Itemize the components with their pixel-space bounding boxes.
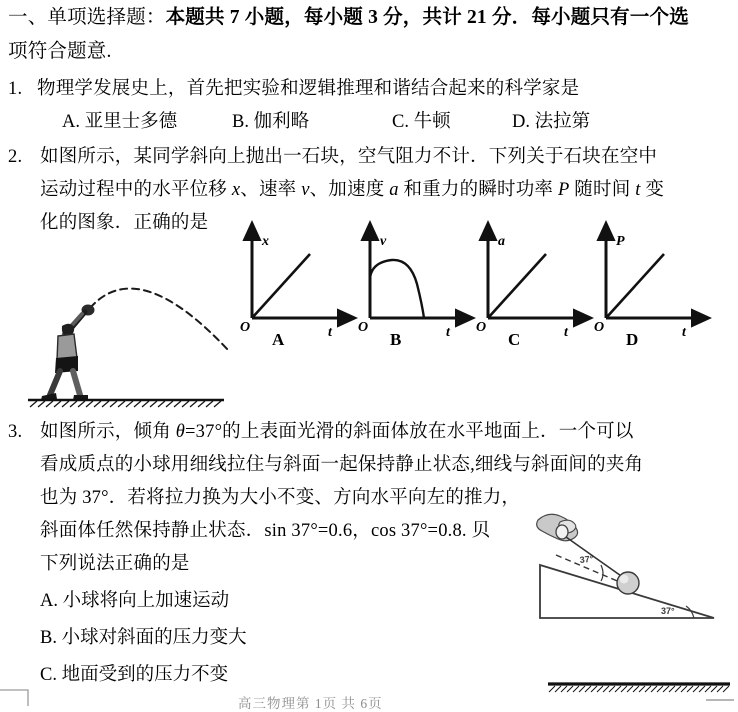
q3-symbol-theta: θ — [175, 422, 186, 442]
page-edge-bracket — [0, 690, 28, 706]
q2-symbol-t: t — [635, 180, 641, 200]
question-3-option-B-text: 小球对斜面的压力变大 — [61, 628, 247, 648]
incline-angle-label: 37° — [661, 606, 675, 616]
question-3-stem-line-5: 下列说法正确的是 — [40, 554, 190, 574]
question-3-option-B[interactable] — [40, 629, 247, 648]
question-3-option-A[interactable] — [40, 592, 229, 611]
question-3-option-A-text: 小球将向上加速运动 — [62, 591, 230, 611]
graph-C-curve — [488, 254, 546, 318]
question-1-option-A-text: 亚里士多德 — [84, 112, 178, 132]
graph-A-curve — [252, 254, 310, 318]
ball-icon — [617, 572, 639, 594]
question-3-option-C[interactable] — [40, 666, 228, 685]
graph-C-y-label: a — [498, 234, 505, 249]
graph-C — [476, 226, 588, 348]
graph-A-x-label: t — [328, 325, 332, 340]
graph-B-letter: B — [390, 330, 402, 349]
q3-l1-part-b: =37°的上表面光滑的斜面体放在水平地面上．一个可以 — [185, 422, 634, 442]
q2-symbol-P: P — [557, 180, 570, 200]
question-1-option-C[interactable] — [392, 113, 451, 132]
q2-l2-part-d: 和重力的瞬时功率 — [398, 180, 558, 200]
q2-symbol-a: a — [389, 180, 399, 200]
incline-svg — [518, 503, 734, 628]
ball-highlight — [620, 575, 629, 584]
question-1-number: 1. — [8, 79, 23, 99]
page-edge-mark — [0, 688, 40, 708]
question-1-option-B[interactable] — [232, 113, 309, 132]
graph-C-origin-label: O — [476, 320, 487, 335]
graph-B-x-label: t — [446, 325, 450, 340]
q3-l1-part-a: 如图所示，倾角 — [40, 422, 176, 442]
q2-l2-part-f: 变 — [640, 180, 665, 200]
figure-incline — [518, 503, 734, 628]
graph-B-origin-label: O — [358, 320, 369, 335]
q2-symbol-x: x — [231, 180, 241, 200]
question-3-stem-line-3: 也为 37°．若将拉力换为大小不变、方向水平向左的推力， — [40, 488, 521, 508]
q2-l2-part-e: 随时间 — [569, 180, 636, 200]
thrower-torso — [57, 334, 77, 360]
question-3-stem-line-1 — [40, 423, 634, 442]
figure-next-ground — [548, 680, 734, 702]
question-1-stem: 物理学发展史上，首先把实验和逻辑推理和谐结合起来的科学家是 — [37, 79, 580, 99]
graph-D-letter: D — [626, 330, 639, 349]
question-1-option-A[interactable] — [62, 113, 177, 132]
question-1-option-D[interactable] — [512, 113, 590, 132]
q2-l2-part-b: 、速率 — [240, 180, 302, 200]
projectile-svg — [28, 240, 228, 380]
question-1-option-C-text: 牛顿 — [413, 112, 451, 132]
graph-A — [240, 226, 352, 348]
question-2-stem-line-2 — [40, 181, 664, 200]
graph-D-x-label: t — [682, 325, 686, 340]
question-2-number: 2. — [8, 147, 23, 167]
graph-B-curve — [370, 260, 424, 318]
question-1-option-A-key: A. — [62, 112, 80, 132]
graph-D-y-label: P — [616, 234, 625, 249]
graph-A-svg — [240, 226, 352, 348]
question-3-option-C-key: C. — [40, 665, 57, 685]
question-1-option-B-key: B. — [232, 112, 249, 132]
graph-D-origin-label: O — [594, 320, 605, 335]
section-label: 一、单项选择题： — [8, 7, 166, 28]
next-ground-svg — [548, 680, 734, 702]
ground-hatching — [30, 401, 221, 407]
graph-B-y-label: v — [380, 234, 387, 249]
question-2-stem-line-1: 如图所示，某同学斜向上抛出一石块，空气阻力不计．下列关于石块在空中 — [40, 147, 658, 167]
section-heading-line-1 — [8, 8, 689, 28]
string-angle-label: 37° — [579, 553, 594, 565]
question-3-option-C-text: 地面受到的压力不变 — [61, 665, 229, 685]
question-1-option-D-key: D. — [512, 112, 530, 132]
question-3-stem-line-4: 斜面体任然保持静止状态．sin 37°=0.6，cos 37°=0.8. 贝 — [40, 521, 491, 541]
question-3-number: 3. — [8, 422, 23, 442]
graph-D-svg — [594, 226, 706, 348]
graph-C-letter: C — [508, 330, 521, 349]
section-instruction-line-1: 本题共 7 小题，每小题 3 分，共计 21 分．每小题只有一个选 — [165, 7, 689, 28]
thrower-leg-back — [50, 371, 60, 395]
question-3-option-A-key: A. — [40, 591, 58, 611]
question-1-option-C-key: C. — [392, 112, 409, 132]
q2-symbol-v: v — [301, 180, 310, 200]
question-2-stem-line-3: 化的图象．正确的是 — [40, 213, 209, 233]
graph-B-svg — [358, 226, 470, 348]
graph-A-y-label: x — [262, 234, 269, 249]
question-1-option-B-text: 伽利略 — [253, 112, 310, 132]
question-3-stem-line-2: 看成质点的小球用细线拉住与斜面一起保持静止状态,细线与斜面间的夹角 — [40, 455, 644, 475]
question-3-option-B-key: B. — [40, 628, 57, 648]
parabola-trajectory-dashed — [90, 289, 228, 350]
graph-A-letter: A — [272, 330, 285, 349]
section-instruction-line-2: 项符合题意. — [8, 41, 112, 62]
string-angle-arc — [601, 565, 603, 581]
graph-A-origin-label: O — [240, 320, 251, 335]
graph-C-svg — [476, 226, 588, 348]
page-edge-svg — [0, 688, 40, 708]
graph-D — [594, 226, 706, 348]
graph-C-x-label: t — [564, 325, 568, 340]
figure-projectile — [28, 240, 228, 380]
thrower-leg-front — [73, 371, 80, 395]
next-ground-hatching — [549, 686, 729, 692]
question-1-option-D-text: 法拉第 — [534, 112, 591, 132]
hand-icon — [537, 514, 578, 541]
page-footer: 高三物理第 1页 共 6页 — [238, 696, 383, 711]
q2-l2-part-c: 、加速度 — [309, 180, 390, 200]
graph-B — [358, 226, 470, 348]
graph-D-curve — [606, 254, 664, 318]
q2-l2-part-a: 运动过程中的水平位移 — [40, 180, 232, 200]
